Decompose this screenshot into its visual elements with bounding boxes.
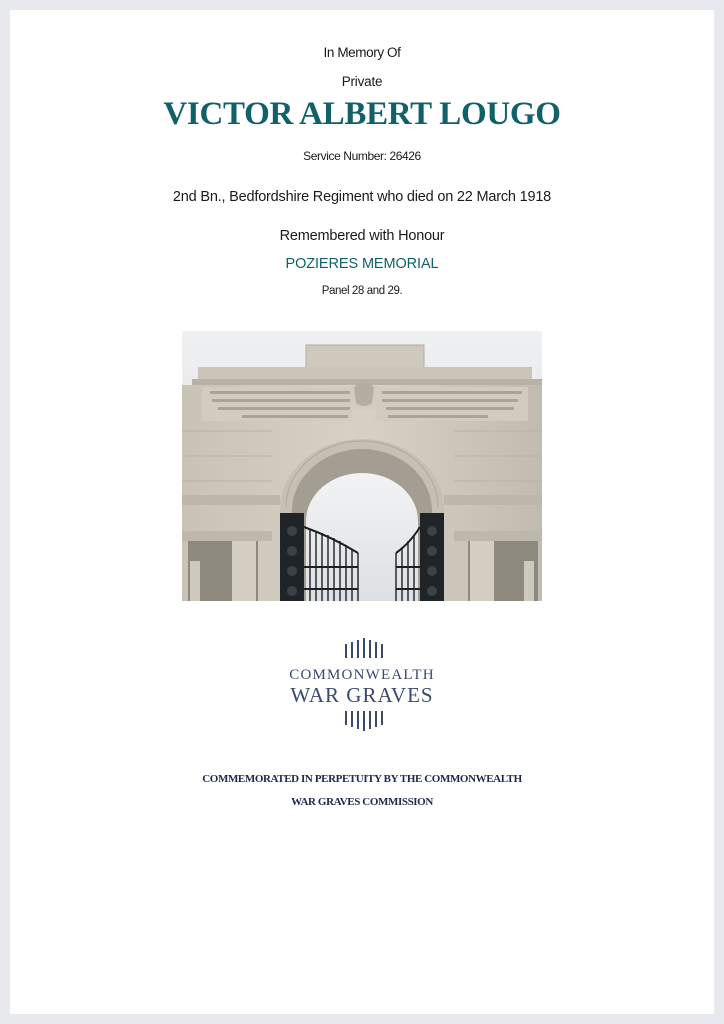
footer-line-2: WAR GRAVES COMMISSION [291,796,433,808]
service-number: Service Number: 26426 [303,149,421,163]
rank-label: Private [341,74,383,89]
logo-line-war-graves: WAR GRAVES [290,683,434,707]
logo-bars-top-icon [343,638,383,658]
memorial-photo [182,331,542,601]
cwgc-logo [282,635,442,735]
remembered-with-honour: Remembered with Honour [279,228,445,244]
unit-and-death-date: 2nd Bn., Bedfordshire Regiment who died on 22 March 1918 [172,189,552,205]
footer-line-1: COMMEMORATED IN PERPETUITY BY THE COMMONWEALTH [202,773,522,785]
certificate-page [10,10,714,1014]
panel-reference: Panel 28 and 29. [321,285,403,297]
in-memory-heading: In Memory Of [323,45,401,60]
logo-line-commonwealth: COMMONWEALTH [289,667,435,683]
memorial-name: POZIERES MEMORIAL [285,256,439,272]
soldier-name: VICTOR ALBERT LOUGO [163,96,561,132]
logo-bars-bottom-icon [343,711,383,731]
